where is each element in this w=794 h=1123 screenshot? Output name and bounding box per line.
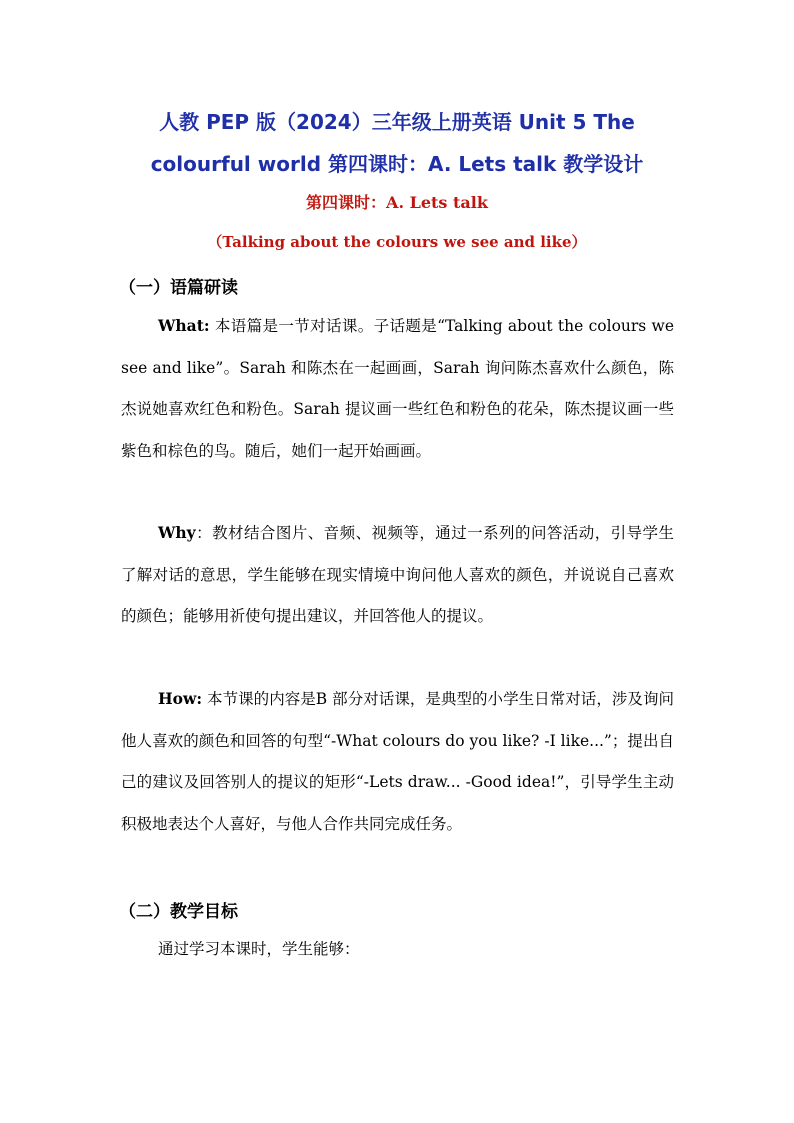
lesson-subtitle: 第四课时：A. Lets talk xyxy=(306,193,488,212)
document-title-line-1: 人教 PEP 版（2024）三年级上册英语 Unit 5 The xyxy=(159,110,635,134)
document-title-line-2: colourful world 第四课时：A. Lets talk 教学设计 xyxy=(150,152,644,176)
section-heading-objectives: （二）教学目标 xyxy=(119,902,238,922)
how-text: 本节课的内容是B 部分对话课，是典型的小学生日常对话，涉及询问他人喜欢的颜色和回答的句型“-What colours do you like? -I like...”；提出自己的建议及回答别人的提议的矩形“-Lets draw... -Good idea!”，引导学生主动积极地表达个人喜好，与他人合作共同完成任务。 xyxy=(121,690,674,833)
lesson-topic: （Talking about the colours we see and like） xyxy=(207,233,587,251)
section-heading-text-analysis: （一）语篇研读 xyxy=(119,278,238,298)
why-paragraph xyxy=(121,512,674,638)
why-label: Why xyxy=(158,523,196,542)
what-text: 本语篇是一节对话课。子话题是“Talking about the colours we see and like”。Sarah 和陈杰在一起画画，Sarah 询问陈杰喜欢什么颜色，陈杰说她喜欢红色和粉色。Sarah 提议画一些红色和粉色的花朵，陈杰提议画一些紫色和棕色的鸟。随后，她们一起开始画画。 xyxy=(121,317,674,460)
how-label: How: xyxy=(158,689,203,708)
why-text: ：教材结合图片、音频、视频等，通过一系列的问答活动，引导学生了解对话的意思，学生能够在现实情境中询问他人喜欢的颜色，并说说自己喜欢的颜色；能够用祈使句提出建议，并回答他人的提议。 xyxy=(121,524,674,625)
how-paragraph xyxy=(121,678,674,845)
objectives-intro: 通过学习本课时，学生能够： xyxy=(158,940,360,958)
what-label: What: xyxy=(158,316,210,335)
what-paragraph xyxy=(121,305,674,472)
